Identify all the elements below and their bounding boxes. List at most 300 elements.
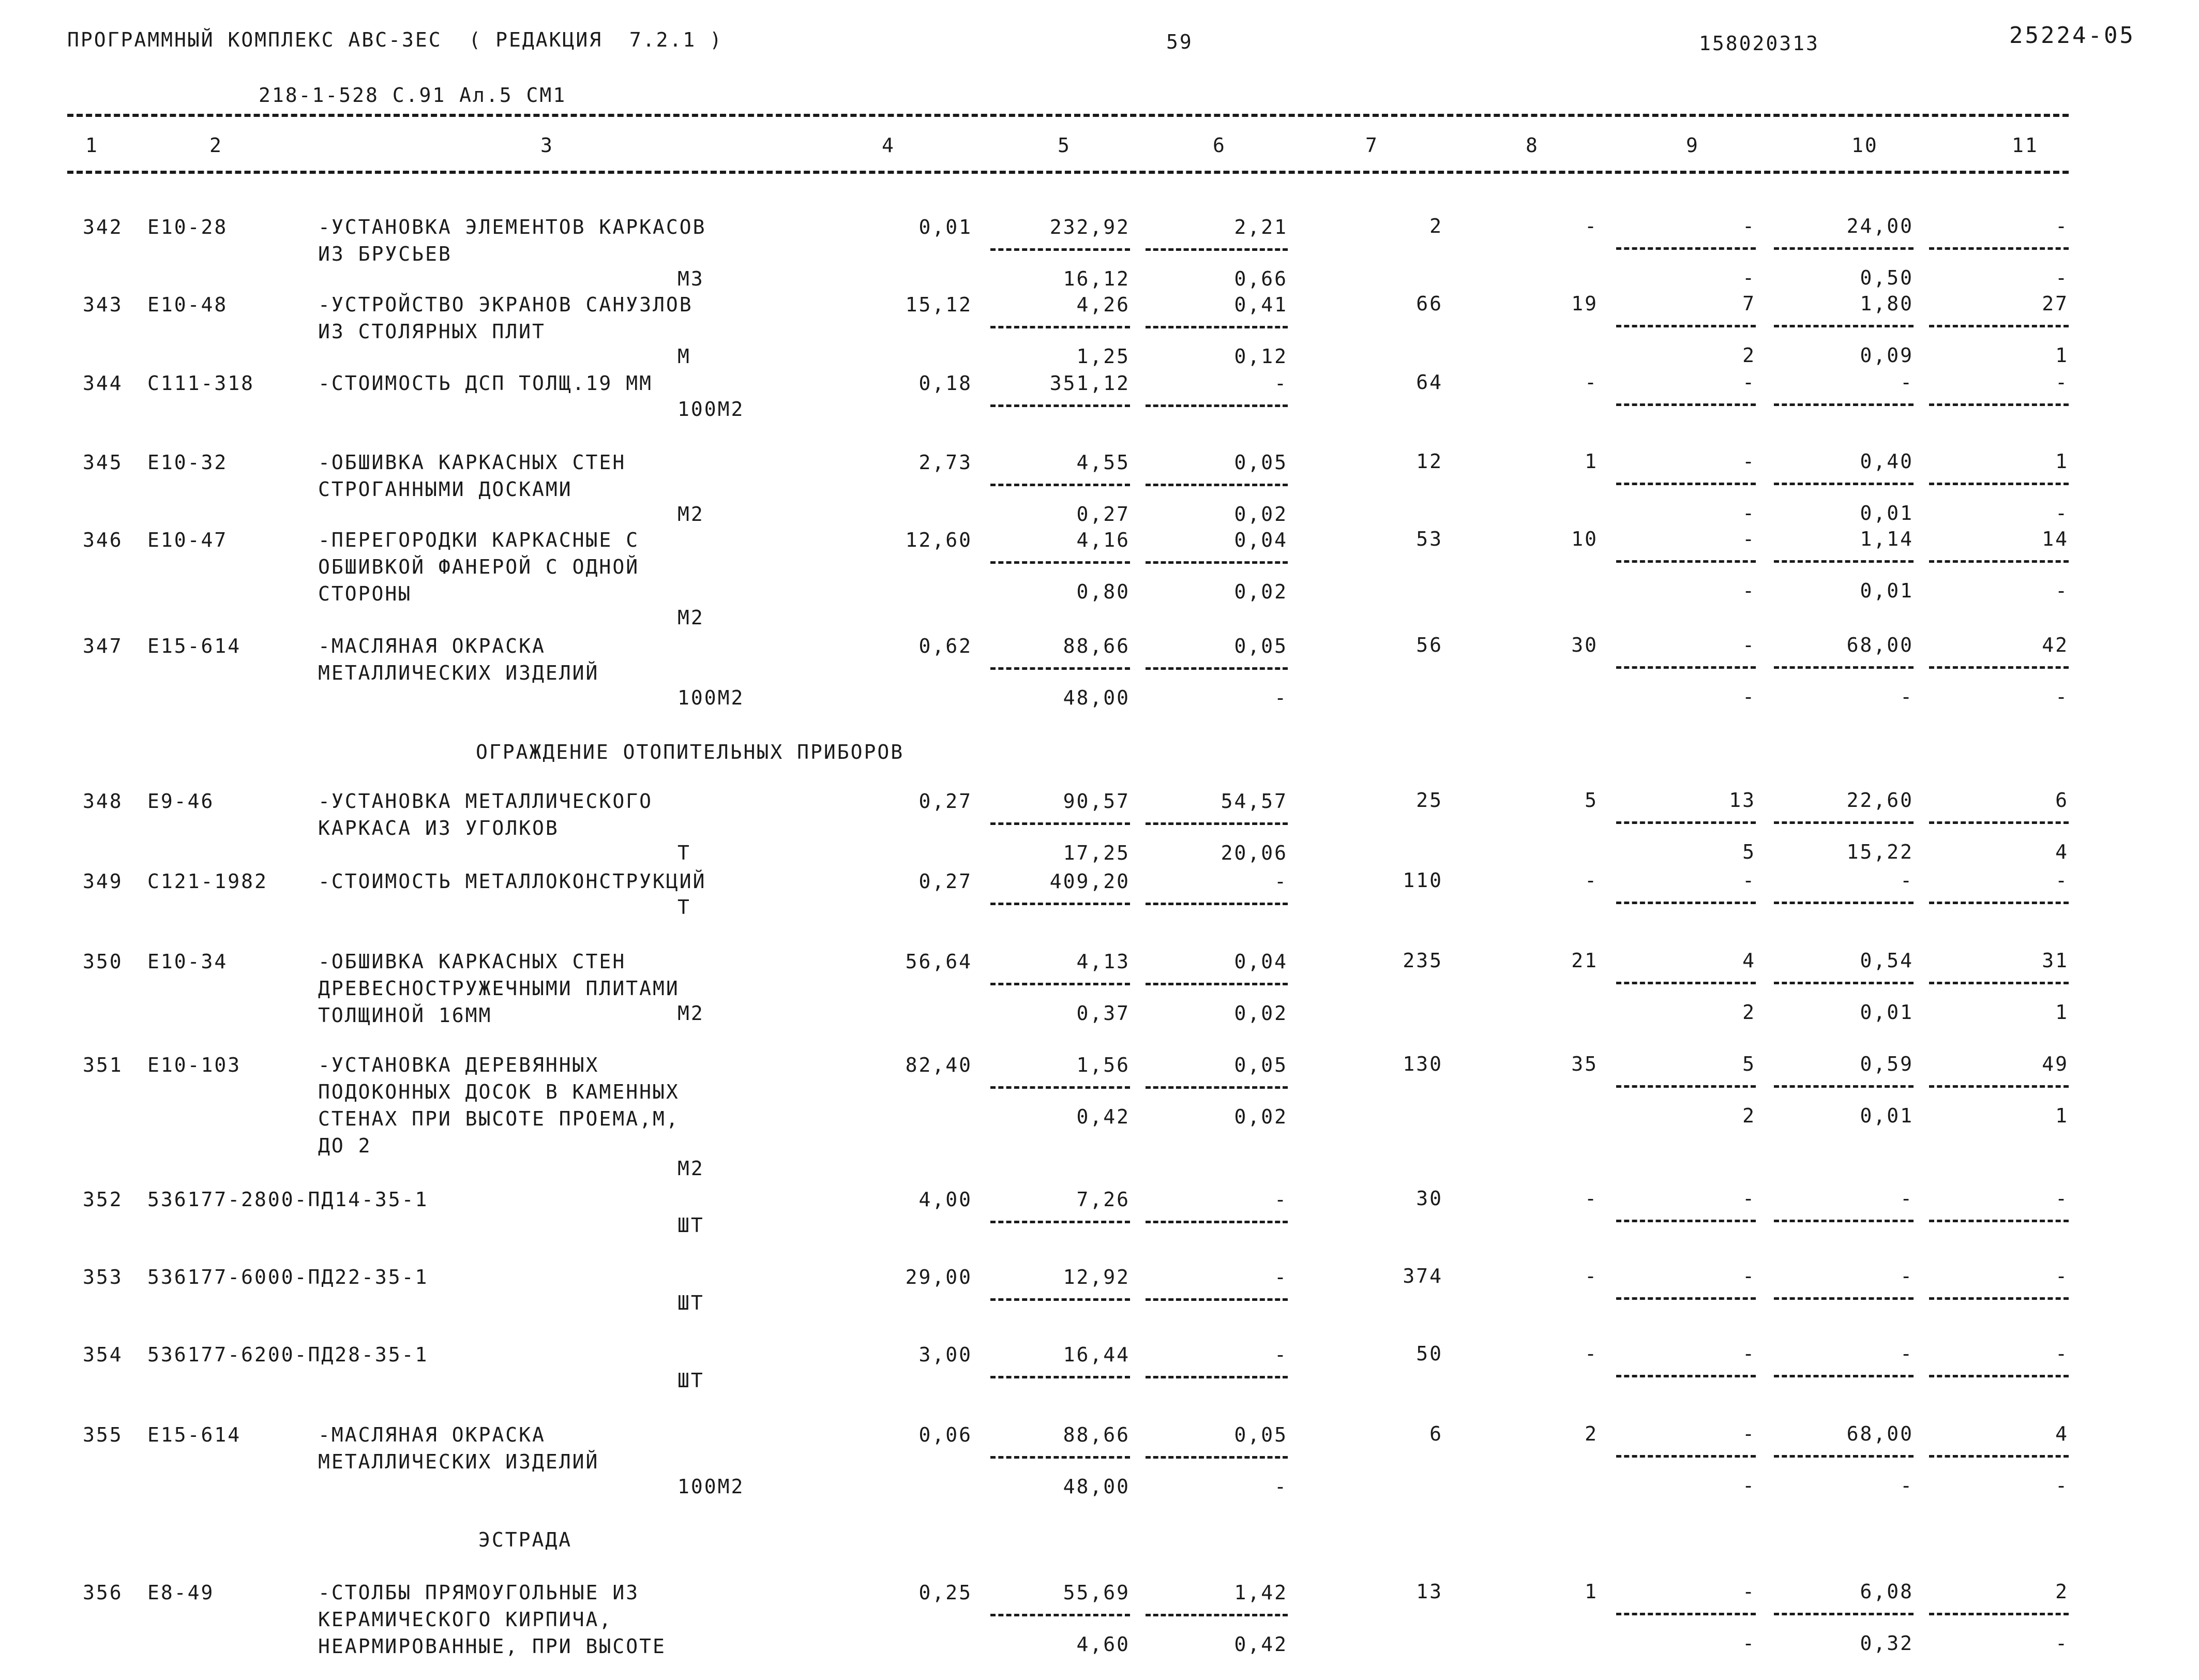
unit-wage: 17,25 xyxy=(1063,842,1130,864)
machine-wage: 0,42 xyxy=(1234,1633,1288,1656)
column-number: 7 xyxy=(1365,134,1379,157)
doc-code: 158020313 xyxy=(1699,32,1819,55)
section-heading: ЭСТРАДА xyxy=(478,1528,573,1551)
quantity: 56,64 xyxy=(905,950,972,973)
cell-divider xyxy=(990,667,1130,670)
cell-divider xyxy=(1774,666,1914,669)
rate-code: Е10-103 xyxy=(147,1054,242,1076)
labor-value: 0,32 xyxy=(1860,1632,1914,1655)
col11-value: - xyxy=(2055,579,2069,602)
wage-total: - xyxy=(1585,869,1598,892)
machine-cost: 0,04 xyxy=(1234,950,1288,973)
col9-value: - xyxy=(1742,1187,1756,1210)
cell-divider xyxy=(1929,403,2069,406)
cell-divider xyxy=(1774,1455,1914,1458)
labor-value: 0,40 xyxy=(1860,450,1914,473)
unit-of-measure: М2 xyxy=(677,1002,704,1025)
col11-value: 4 xyxy=(2055,1422,2069,1445)
cell-divider xyxy=(990,903,1130,905)
cell-divider xyxy=(1146,1376,1288,1378)
labor-value: 68,00 xyxy=(1846,1422,1914,1445)
unit-wage: 48,00 xyxy=(1063,686,1130,709)
unit-cost: 88,66 xyxy=(1063,1423,1130,1446)
cell-divider xyxy=(1774,483,1914,485)
quantity: 0,25 xyxy=(918,1581,972,1604)
work-description: -СТОИМОСТЬ ДСП ТОЛЩ.19 ММ xyxy=(318,372,653,395)
cell-divider xyxy=(1146,1298,1288,1301)
col9-value: - xyxy=(1742,1422,1756,1445)
labor-value: - xyxy=(1900,869,1914,892)
unit-cost: 4,13 xyxy=(1076,950,1130,973)
unit-of-measure: ШТ xyxy=(677,1214,704,1237)
cell-divider xyxy=(1146,903,1288,905)
total-cost: 110 xyxy=(1403,869,1443,892)
cell-divider xyxy=(1929,1220,2069,1222)
cell-divider xyxy=(1616,403,1756,406)
machine-cost: - xyxy=(1274,1266,1288,1288)
work-description: ПОДОКОННЫХ ДОСОК В КАМЕННЫХ xyxy=(318,1081,680,1103)
work-description: ДРЕВЕСНОСТРУЖЕЧНЫМИ ПЛИТАМИ xyxy=(318,977,680,1000)
unit-cost: 4,16 xyxy=(1076,529,1130,551)
row-number: 353 xyxy=(83,1266,123,1288)
labor-value: 1,14 xyxy=(1860,528,1914,550)
rate-code: С111-318 xyxy=(147,372,255,395)
work-description: МЕТАЛЛИЧЕСКИХ ИЗДЕЛИЙ xyxy=(318,1450,599,1473)
cell-divider xyxy=(990,484,1130,486)
unit-of-measure: М xyxy=(677,345,691,368)
work-description: -УСТАНОВКА ЭЛЕМЕНТОВ КАРКАСОВ xyxy=(318,216,706,238)
labor-value: 1,80 xyxy=(1860,292,1914,315)
machine-cost: - xyxy=(1274,372,1288,395)
unit-cost: 16,44 xyxy=(1063,1343,1130,1366)
col9-value: 5 xyxy=(1742,841,1756,863)
column-number: 6 xyxy=(1213,134,1226,157)
row-number: 348 xyxy=(83,790,123,813)
column-number: 11 xyxy=(2012,134,2039,157)
unit-wage: 1,25 xyxy=(1076,345,1130,368)
unit-cost: 4,55 xyxy=(1076,451,1130,474)
cell-divider xyxy=(1146,326,1288,328)
col9-value: - xyxy=(1742,1342,1756,1365)
quantity: 12,60 xyxy=(905,529,972,551)
total-cost: 374 xyxy=(1403,1265,1443,1287)
wage-total: 19 xyxy=(1571,292,1598,315)
cell-divider xyxy=(1929,1375,2069,1377)
cell-divider xyxy=(1929,560,2069,563)
total-cost: 13 xyxy=(1416,1580,1443,1603)
unit-wage: 0,80 xyxy=(1076,580,1130,603)
labor-value: 0,54 xyxy=(1860,949,1914,972)
col9-value: - xyxy=(1742,1474,1756,1497)
cell-divider xyxy=(1146,404,1288,407)
unit-cost: 409,20 xyxy=(1049,870,1130,893)
section-heading: ОГРАЖДЕНИЕ ОТОПИТЕЛЬНЫХ ПРИБОРОВ xyxy=(476,741,905,763)
labor-value: 0,01 xyxy=(1860,1001,1914,1024)
cell-divider xyxy=(1616,1085,1756,1088)
cell-divider xyxy=(1616,1455,1756,1458)
wage-total: - xyxy=(1585,1342,1598,1365)
cell-divider xyxy=(1146,1086,1288,1089)
col9-value: - xyxy=(1742,215,1756,237)
cell-divider xyxy=(990,561,1130,564)
total-cost: 66 xyxy=(1416,292,1443,315)
cell-divider xyxy=(990,983,1130,985)
cell-divider xyxy=(1774,902,1914,904)
cell-divider xyxy=(1146,822,1288,825)
cell-divider xyxy=(1146,983,1288,985)
cell-divider xyxy=(1616,1613,1756,1615)
cell-divider xyxy=(1929,1455,2069,1458)
row-number: 343 xyxy=(83,293,123,316)
work-description: -МАСЛЯНАЯ ОКРАСКА xyxy=(318,1423,546,1446)
cell-divider xyxy=(1929,247,2069,250)
labor-value: - xyxy=(1900,1474,1914,1497)
wage-total: 1 xyxy=(1585,450,1598,473)
machine-wage: - xyxy=(1274,686,1288,709)
rate-code: Е10-32 xyxy=(147,451,228,474)
column-number: 2 xyxy=(209,134,223,157)
machine-cost: - xyxy=(1274,870,1288,893)
cell-divider xyxy=(1774,1375,1914,1377)
col11-value: - xyxy=(2055,1265,2069,1287)
cell-divider xyxy=(1774,1613,1914,1615)
rate-code: Е15-614 xyxy=(147,635,242,657)
cell-divider xyxy=(1146,1456,1288,1459)
work-description: СТОРОНЫ xyxy=(318,582,412,605)
labor-value: - xyxy=(1900,371,1914,394)
cell-divider xyxy=(990,1456,1130,1459)
col9-value: - xyxy=(1742,579,1756,602)
total-cost: 130 xyxy=(1403,1053,1443,1075)
col9-value: - xyxy=(1742,634,1756,656)
unit-cost: 90,57 xyxy=(1063,790,1130,813)
col11-value: 1 xyxy=(2055,1001,2069,1024)
work-description: -ОБШИВКА КАРКАСНЫХ СТЕН xyxy=(318,451,626,474)
cell-divider xyxy=(1929,821,2069,824)
cell-divider xyxy=(1929,483,2069,485)
machine-cost: 0,05 xyxy=(1234,635,1288,657)
total-cost: 2 xyxy=(1429,215,1443,237)
cell-divider xyxy=(1774,403,1914,406)
wage-total: 1 xyxy=(1585,1580,1598,1603)
machine-wage: 0,12 xyxy=(1234,345,1288,368)
unit-cost: 88,66 xyxy=(1063,635,1130,657)
machine-wage: 20,06 xyxy=(1221,842,1288,864)
work-description: -УСТРОЙСТВО ЭКРАНОВ САНУЗЛОВ xyxy=(318,293,693,316)
unit-of-measure: М2 xyxy=(677,606,704,629)
col11-value: 2 xyxy=(2055,1580,2069,1603)
cell-divider xyxy=(990,1298,1130,1301)
total-cost: 30 xyxy=(1416,1187,1443,1210)
handwritten-stamp: 25224-05 xyxy=(2009,22,2135,49)
cell-divider xyxy=(1146,667,1288,670)
col9-value: 2 xyxy=(1742,1001,1756,1024)
col11-value: 6 xyxy=(2055,789,2069,812)
row-number: 346 xyxy=(83,529,123,551)
column-number: 9 xyxy=(1686,134,1699,157)
col11-value: - xyxy=(2055,371,2069,394)
col9-value: - xyxy=(1742,450,1756,473)
cell-divider xyxy=(1929,1297,2069,1300)
total-cost: 25 xyxy=(1416,789,1443,812)
cell-divider xyxy=(1616,247,1756,250)
cell-divider xyxy=(1616,1375,1756,1377)
row-number: 355 xyxy=(83,1423,123,1446)
unit-cost: 12,92 xyxy=(1063,1266,1130,1288)
quantity: 2,73 xyxy=(918,451,972,474)
col11-value: 4 xyxy=(2055,841,2069,863)
unit-cost: 351,12 xyxy=(1049,372,1130,395)
page-number: 59 xyxy=(1166,31,1193,53)
row-number: 352 xyxy=(83,1188,123,1211)
col11-value: 49 xyxy=(2042,1053,2069,1075)
labor-value: 0,50 xyxy=(1860,266,1914,289)
work-description: СТЕНАХ ПРИ ВЫСОТЕ ПРОЕМА,М, xyxy=(318,1107,680,1130)
wage-total: 10 xyxy=(1571,528,1598,550)
row-number: 342 xyxy=(83,216,123,238)
machine-wage: 0,02 xyxy=(1234,1105,1288,1128)
cell-divider xyxy=(990,248,1130,251)
wage-total: 2 xyxy=(1585,1422,1598,1445)
column-number: 5 xyxy=(1058,134,1071,157)
col11-value: 1 xyxy=(2055,450,2069,473)
work-description: -УСТАНОВКА МЕТАЛЛИЧЕСКОГО xyxy=(318,790,653,813)
col9-value: - xyxy=(1742,266,1756,289)
row-number: 344 xyxy=(83,372,123,395)
labor-value: - xyxy=(1900,1342,1914,1365)
total-cost: 64 xyxy=(1416,371,1443,394)
col11-value: 31 xyxy=(2042,949,2069,972)
unit-wage: 48,00 xyxy=(1063,1475,1130,1498)
rate-code: Е10-47 xyxy=(147,529,228,551)
unit-of-measure: 100М2 xyxy=(677,686,745,709)
cell-divider xyxy=(1146,248,1288,251)
unit-of-measure: М2 xyxy=(677,503,704,526)
unit-cost: 7,26 xyxy=(1076,1188,1130,1211)
cell-divider xyxy=(1774,560,1914,563)
col9-value: - xyxy=(1742,1632,1756,1655)
labor-value: 0,01 xyxy=(1860,579,1914,602)
column-number: 8 xyxy=(1526,134,1539,157)
col11-value: 27 xyxy=(2042,292,2069,315)
col9-value: - xyxy=(1742,371,1756,394)
work-description: ОБШИВКОЙ ФАНЕРОЙ С ОДНОЙ xyxy=(318,556,640,578)
rate-code: Е10-28 xyxy=(147,216,228,238)
machine-cost: - xyxy=(1274,1188,1288,1211)
program-title: ПРОГРАММНЫЙ КОМПЛЕКС АВС-3ЕС ( РЕДАКЦИЯ 7.2.1 ) xyxy=(67,28,724,51)
rate-code: Е9-46 xyxy=(147,790,215,813)
unit-wage: 0,37 xyxy=(1076,1002,1130,1025)
labor-value: 0,59 xyxy=(1860,1053,1914,1075)
quantity: 0,62 xyxy=(918,635,972,657)
row-number: 351 xyxy=(83,1054,123,1076)
unit-wage: 16,12 xyxy=(1063,267,1130,290)
row-number: 345 xyxy=(83,451,123,474)
labor-value: 22,60 xyxy=(1846,789,1914,812)
total-cost: 6 xyxy=(1429,1422,1443,1445)
cell-divider xyxy=(1616,483,1756,485)
wage-total: - xyxy=(1585,371,1598,394)
cell-divider xyxy=(1774,1085,1914,1088)
wage-total: 5 xyxy=(1585,789,1598,812)
cell-divider xyxy=(1616,560,1756,563)
cell-divider xyxy=(1774,325,1914,327)
col11-value: 1 xyxy=(2055,1104,2069,1127)
quantity: 0,27 xyxy=(918,870,972,893)
col9-value: 4 xyxy=(1742,949,1756,972)
cell-divider xyxy=(1146,1221,1288,1223)
machine-cost: - xyxy=(1274,1343,1288,1366)
cell-divider xyxy=(1929,1085,2069,1088)
unit-of-measure: М3 xyxy=(677,267,704,290)
wage-total: 30 xyxy=(1571,634,1598,656)
col11-value: 1 xyxy=(2055,344,2069,367)
col11-value: - xyxy=(2055,1342,2069,1365)
col11-value: - xyxy=(2055,1474,2069,1497)
machine-cost: 0,41 xyxy=(1234,293,1288,316)
work-description: -УСТАНОВКА ДЕРЕВЯННЫХ xyxy=(318,1054,599,1076)
machine-cost: 2,21 xyxy=(1234,216,1288,238)
cell-divider xyxy=(990,1221,1130,1223)
cell-divider xyxy=(1146,1614,1288,1616)
cell-divider xyxy=(1616,325,1756,327)
quantity: 4,00 xyxy=(918,1188,972,1211)
quantity: 0,18 xyxy=(918,372,972,395)
machine-cost: 0,04 xyxy=(1234,529,1288,551)
col11-value: - xyxy=(2055,685,2069,708)
unit-cost: 55,69 xyxy=(1063,1581,1130,1604)
rate-code: С121-1982 xyxy=(147,870,268,893)
machine-cost: 54,57 xyxy=(1221,790,1288,813)
total-cost: 53 xyxy=(1416,528,1443,550)
work-description: -СТОЛБЫ ПРЯМОУГОЛЬНЫЕ ИЗ xyxy=(318,1581,640,1604)
machine-wage: 0,02 xyxy=(1234,503,1288,526)
machine-wage: - xyxy=(1274,1475,1288,1498)
cell-divider xyxy=(1774,982,1914,984)
labor-value: 0,01 xyxy=(1860,502,1914,524)
col9-value: 13 xyxy=(1729,789,1756,812)
rate-code: 536177-2800-ПД14-35-1 xyxy=(147,1188,429,1211)
row-number: 354 xyxy=(83,1343,123,1366)
rate-code: 536177-6200-ПД28-35-1 xyxy=(147,1343,429,1366)
header-rule-top xyxy=(67,114,2069,117)
rate-code: Е8-49 xyxy=(147,1581,215,1604)
unit-wage: 0,42 xyxy=(1076,1105,1130,1128)
cell-divider xyxy=(1774,821,1914,824)
labor-value: 68,00 xyxy=(1846,634,1914,656)
quantity: 0,01 xyxy=(918,216,972,238)
column-number: 10 xyxy=(1851,134,1878,157)
col9-value: - xyxy=(1742,869,1756,892)
row-number: 356 xyxy=(83,1581,123,1604)
labor-value: 6,08 xyxy=(1860,1580,1914,1603)
unit-cost: 1,56 xyxy=(1076,1054,1130,1076)
col9-value: - xyxy=(1742,1265,1756,1287)
work-description: ДО 2 xyxy=(318,1134,372,1157)
quantity: 3,00 xyxy=(918,1343,972,1366)
col11-value: 14 xyxy=(2042,528,2069,550)
unit-cost: 232,92 xyxy=(1049,216,1130,238)
work-description: ТОЛЩИНОЙ 16ММ xyxy=(318,1004,492,1027)
cell-divider xyxy=(1616,666,1756,669)
quantity: 15,12 xyxy=(905,293,972,316)
cell-divider xyxy=(1774,1220,1914,1222)
cell-divider xyxy=(1929,666,2069,669)
unit-of-measure: Т xyxy=(677,842,691,864)
cell-divider xyxy=(990,1614,1130,1616)
row-number: 349 xyxy=(83,870,123,893)
unit-wage: 4,60 xyxy=(1076,1633,1130,1656)
labor-value: - xyxy=(1900,685,1914,708)
column-number: 1 xyxy=(85,134,99,157)
row-number: 350 xyxy=(83,950,123,973)
unit-of-measure: М2 xyxy=(677,1157,704,1180)
wage-total: - xyxy=(1585,1187,1598,1210)
cell-divider xyxy=(1616,982,1756,984)
col11-value: - xyxy=(2055,502,2069,524)
col9-value: 2 xyxy=(1742,1104,1756,1127)
cell-divider xyxy=(1616,902,1756,904)
quantity: 0,27 xyxy=(918,790,972,813)
cell-divider xyxy=(1146,484,1288,486)
unit-wage: 0,27 xyxy=(1076,503,1130,526)
column-number: 4 xyxy=(882,134,895,157)
work-description: -СТОИМОСТЬ МЕТАЛЛОКОНСТРУКЦИЙ xyxy=(318,870,706,893)
rate-code: Е15-614 xyxy=(147,1423,242,1446)
machine-cost: 0,05 xyxy=(1234,1054,1288,1076)
work-description: -МАСЛЯНАЯ ОКРАСКА xyxy=(318,635,546,657)
col11-value: - xyxy=(2055,1187,2069,1210)
rate-code: Е10-34 xyxy=(147,950,228,973)
quantity: 0,06 xyxy=(918,1423,972,1446)
machine-wage: 0,02 xyxy=(1234,1002,1288,1025)
machine-wage: 0,66 xyxy=(1234,267,1288,290)
work-description: ИЗ БРУСЬЕВ xyxy=(318,243,452,265)
col9-value: - xyxy=(1742,502,1756,524)
machine-cost: 0,05 xyxy=(1234,451,1288,474)
unit-of-measure: Т xyxy=(677,896,691,919)
col9-value: 5 xyxy=(1742,1053,1756,1075)
work-description: ИЗ СТОЛЯРНЫХ ПЛИТ xyxy=(318,320,546,343)
total-cost: 235 xyxy=(1403,949,1443,972)
machine-wage: 0,02 xyxy=(1234,580,1288,603)
col9-value: - xyxy=(1742,528,1756,550)
col9-value: 7 xyxy=(1742,292,1756,315)
cell-divider xyxy=(1929,325,2069,327)
labor-value: 24,00 xyxy=(1846,215,1914,237)
header-rule-bottom xyxy=(67,171,2069,174)
work-description: МЕТАЛЛИЧЕСКИХ ИЗДЕЛИЙ xyxy=(318,662,599,684)
quantity: 29,00 xyxy=(905,1266,972,1288)
col11-value: - xyxy=(2055,266,2069,289)
cell-divider xyxy=(1146,561,1288,564)
rate-code: 536177-6000-ПД22-35-1 xyxy=(147,1266,429,1288)
labor-value: - xyxy=(1900,1187,1914,1210)
cell-divider xyxy=(990,1376,1130,1378)
col11-value: - xyxy=(2055,1632,2069,1655)
total-cost: 50 xyxy=(1416,1342,1443,1365)
cell-divider xyxy=(1929,982,2069,984)
labor-value: 15,22 xyxy=(1846,841,1914,863)
cell-divider xyxy=(990,404,1130,407)
work-description: КАРКАСА ИЗ УГОЛКОВ xyxy=(318,817,559,839)
wage-total: 35 xyxy=(1571,1053,1598,1075)
cell-divider xyxy=(990,326,1130,328)
col9-value: 2 xyxy=(1742,344,1756,367)
rate-code: Е10-48 xyxy=(147,293,228,316)
machine-cost: 0,05 xyxy=(1234,1423,1288,1446)
labor-value: - xyxy=(1900,1265,1914,1287)
